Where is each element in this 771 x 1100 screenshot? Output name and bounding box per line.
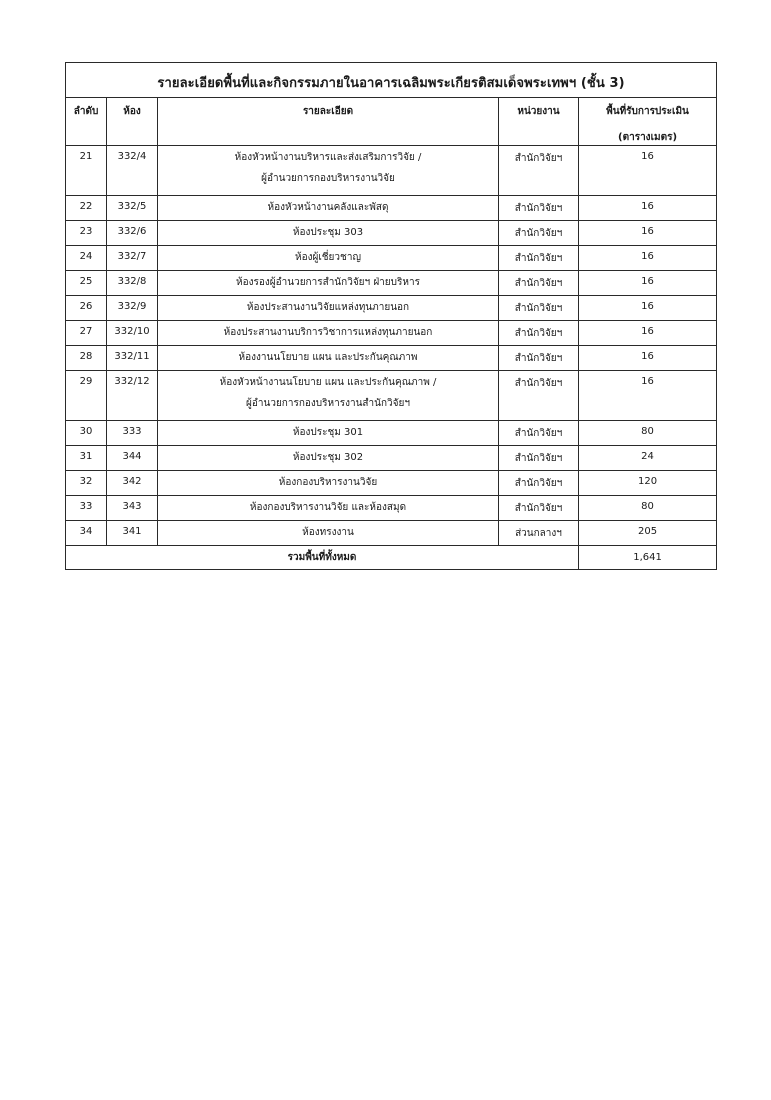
- detail-line: ห้องหัวหน้างานบริหารและส่งเสริมการวิจัย /: [234, 152, 422, 163]
- cell-no: 32: [66, 471, 107, 496]
- table-row: [66, 146, 717, 196]
- cell-detail: [158, 446, 499, 471]
- cell-no: 34: [66, 521, 107, 546]
- cell-detail: [158, 296, 499, 321]
- cell-room: 332/5: [107, 196, 158, 221]
- cell-room: 332/10: [107, 321, 158, 346]
- detail-line: ผู้อำนวยการกองบริหารงานวิจัย: [261, 173, 395, 184]
- header-area-line1: พื้นที่รับการประเมิน: [606, 106, 689, 117]
- cell-no: 22: [66, 196, 107, 221]
- table-body: [66, 146, 717, 546]
- cell-detail: [158, 371, 499, 421]
- cell-unit: ส่วนกลางฯ: [499, 521, 579, 546]
- detail-line: ห้องประสานงานบริการวิชาการแหล่งทุนภายนอก: [223, 327, 433, 338]
- cell-area: 24: [579, 446, 717, 471]
- cell-area: 16: [579, 296, 717, 321]
- cell-area: 80: [579, 421, 717, 446]
- cell-unit: สำนักวิจัยฯ: [499, 321, 579, 346]
- cell-no: 24: [66, 246, 107, 271]
- cell-detail: [158, 321, 499, 346]
- cell-area: 16: [579, 146, 717, 196]
- cell-unit: สำนักวิจัยฯ: [499, 496, 579, 521]
- cell-no: 27: [66, 321, 107, 346]
- cell-detail: [158, 196, 499, 221]
- header-room: ห้อง: [107, 98, 158, 146]
- cell-detail: [158, 246, 499, 271]
- document-page: [65, 62, 716, 570]
- header-unit: หน่วยงาน: [499, 98, 579, 146]
- cell-unit: สำนักวิจัยฯ: [499, 271, 579, 296]
- detail-line: ห้องทรงงาน: [302, 527, 354, 538]
- cell-unit: สำนักวิจัยฯ: [499, 296, 579, 321]
- table-row: [66, 346, 717, 371]
- area-table: [65, 62, 717, 570]
- cell-no: 31: [66, 446, 107, 471]
- cell-detail: [158, 271, 499, 296]
- cell-detail: [158, 496, 499, 521]
- cell-room: 341: [107, 521, 158, 546]
- cell-no: 28: [66, 346, 107, 371]
- cell-unit: สำนักวิจัยฯ: [499, 346, 579, 371]
- cell-no: 30: [66, 421, 107, 446]
- detail-line: ห้องประชุม 301: [292, 427, 364, 438]
- cell-no: 21: [66, 146, 107, 196]
- cell-unit: สำนักวิจัยฯ: [499, 471, 579, 496]
- detail-line: ห้องรองผู้อำนวยการสำนักวิจัยฯ ฝ่ายบริหาร: [236, 277, 420, 288]
- cell-room: 332/9: [107, 296, 158, 321]
- cell-detail: [158, 471, 499, 496]
- cell-room: 332/11: [107, 346, 158, 371]
- total-label: รวมพื้นที่ทั้งหมด: [66, 546, 579, 570]
- cell-room: 332/4: [107, 146, 158, 196]
- table-row: [66, 296, 717, 321]
- detail-line: ห้องประชุม 303: [292, 227, 364, 238]
- cell-detail: [158, 346, 499, 371]
- table-row: [66, 221, 717, 246]
- cell-no: 25: [66, 271, 107, 296]
- detail-line: ห้องหัวหน้างานคลังและพัสดุ: [267, 202, 389, 213]
- cell-detail: [158, 421, 499, 446]
- cell-unit: สำนักวิจัยฯ: [499, 421, 579, 446]
- table-row: [66, 196, 717, 221]
- cell-area: 16: [579, 371, 717, 421]
- header-area-line2: (ตารางเมตร): [618, 132, 678, 143]
- table-row: [66, 521, 717, 546]
- table-header-row: [66, 98, 717, 146]
- detail-line: ผู้อำนวยการกองบริหารงานสำนักวิจัยฯ: [246, 398, 410, 409]
- cell-area: 205: [579, 521, 717, 546]
- table-row: [66, 271, 717, 296]
- cell-area: 16: [579, 271, 717, 296]
- detail-line: ห้องกองบริหารงานวิจัย และห้องสมุด: [249, 502, 407, 513]
- cell-area: 120: [579, 471, 717, 496]
- cell-no: 26: [66, 296, 107, 321]
- cell-room: 333: [107, 421, 158, 446]
- cell-no: 29: [66, 371, 107, 421]
- cell-room: 344: [107, 446, 158, 471]
- table-row: [66, 421, 717, 446]
- cell-unit: สำนักวิจัยฯ: [499, 146, 579, 196]
- total-value: 1,641: [579, 546, 717, 570]
- cell-room: 332/8: [107, 271, 158, 296]
- detail-line: ห้องหัวหน้างานนโยบาย แผน และประกันคุณภาพ /: [219, 377, 437, 388]
- cell-detail: [158, 521, 499, 546]
- cell-room: 332/6: [107, 221, 158, 246]
- total-row: [66, 546, 717, 570]
- detail-line: ห้องกองบริหารงานวิจัย: [278, 477, 378, 488]
- cell-unit: สำนักวิจัยฯ: [499, 246, 579, 271]
- cell-detail: [158, 221, 499, 246]
- cell-no: 33: [66, 496, 107, 521]
- header-detail: รายละเอียด: [158, 98, 499, 146]
- cell-area: 16: [579, 321, 717, 346]
- cell-unit: สำนักวิจัยฯ: [499, 221, 579, 246]
- cell-area: 16: [579, 246, 717, 271]
- table-row: [66, 246, 717, 271]
- detail-line: ห้องผู้เชี่ยวชาญ: [295, 252, 361, 263]
- cell-room: 332/7: [107, 246, 158, 271]
- cell-room: 343: [107, 496, 158, 521]
- cell-unit: สำนักวิจัยฯ: [499, 196, 579, 221]
- table-row: [66, 446, 717, 471]
- cell-room: 332/12: [107, 371, 158, 421]
- table-row: [66, 496, 717, 521]
- cell-area: 16: [579, 196, 717, 221]
- cell-area: 16: [579, 221, 717, 246]
- cell-unit: สำนักวิจัยฯ: [499, 371, 579, 421]
- cell-no: 23: [66, 221, 107, 246]
- table-row: [66, 321, 717, 346]
- table-title: รายละเอียดพื้นที่และกิจกรรมภายในอาคารเฉลิมพระเกียรติสมเด็จพระเทพฯ (ชั้น 3): [66, 63, 717, 98]
- header-no: ลำดับ: [66, 98, 107, 146]
- table-row: [66, 371, 717, 421]
- detail-line: ห้องงานนโยบาย แผน และประกันคุณภาพ: [238, 352, 418, 363]
- cell-unit: สำนักวิจัยฯ: [499, 446, 579, 471]
- cell-detail: [158, 146, 499, 196]
- header-area: [579, 98, 717, 146]
- cell-area: 16: [579, 346, 717, 371]
- detail-line: ห้องประสานงานวิจัยแหล่งทุนภายนอก: [246, 302, 410, 313]
- cell-area: 80: [579, 496, 717, 521]
- table-row: [66, 471, 717, 496]
- cell-room: 342: [107, 471, 158, 496]
- detail-line: ห้องประชุม 302: [292, 452, 364, 463]
